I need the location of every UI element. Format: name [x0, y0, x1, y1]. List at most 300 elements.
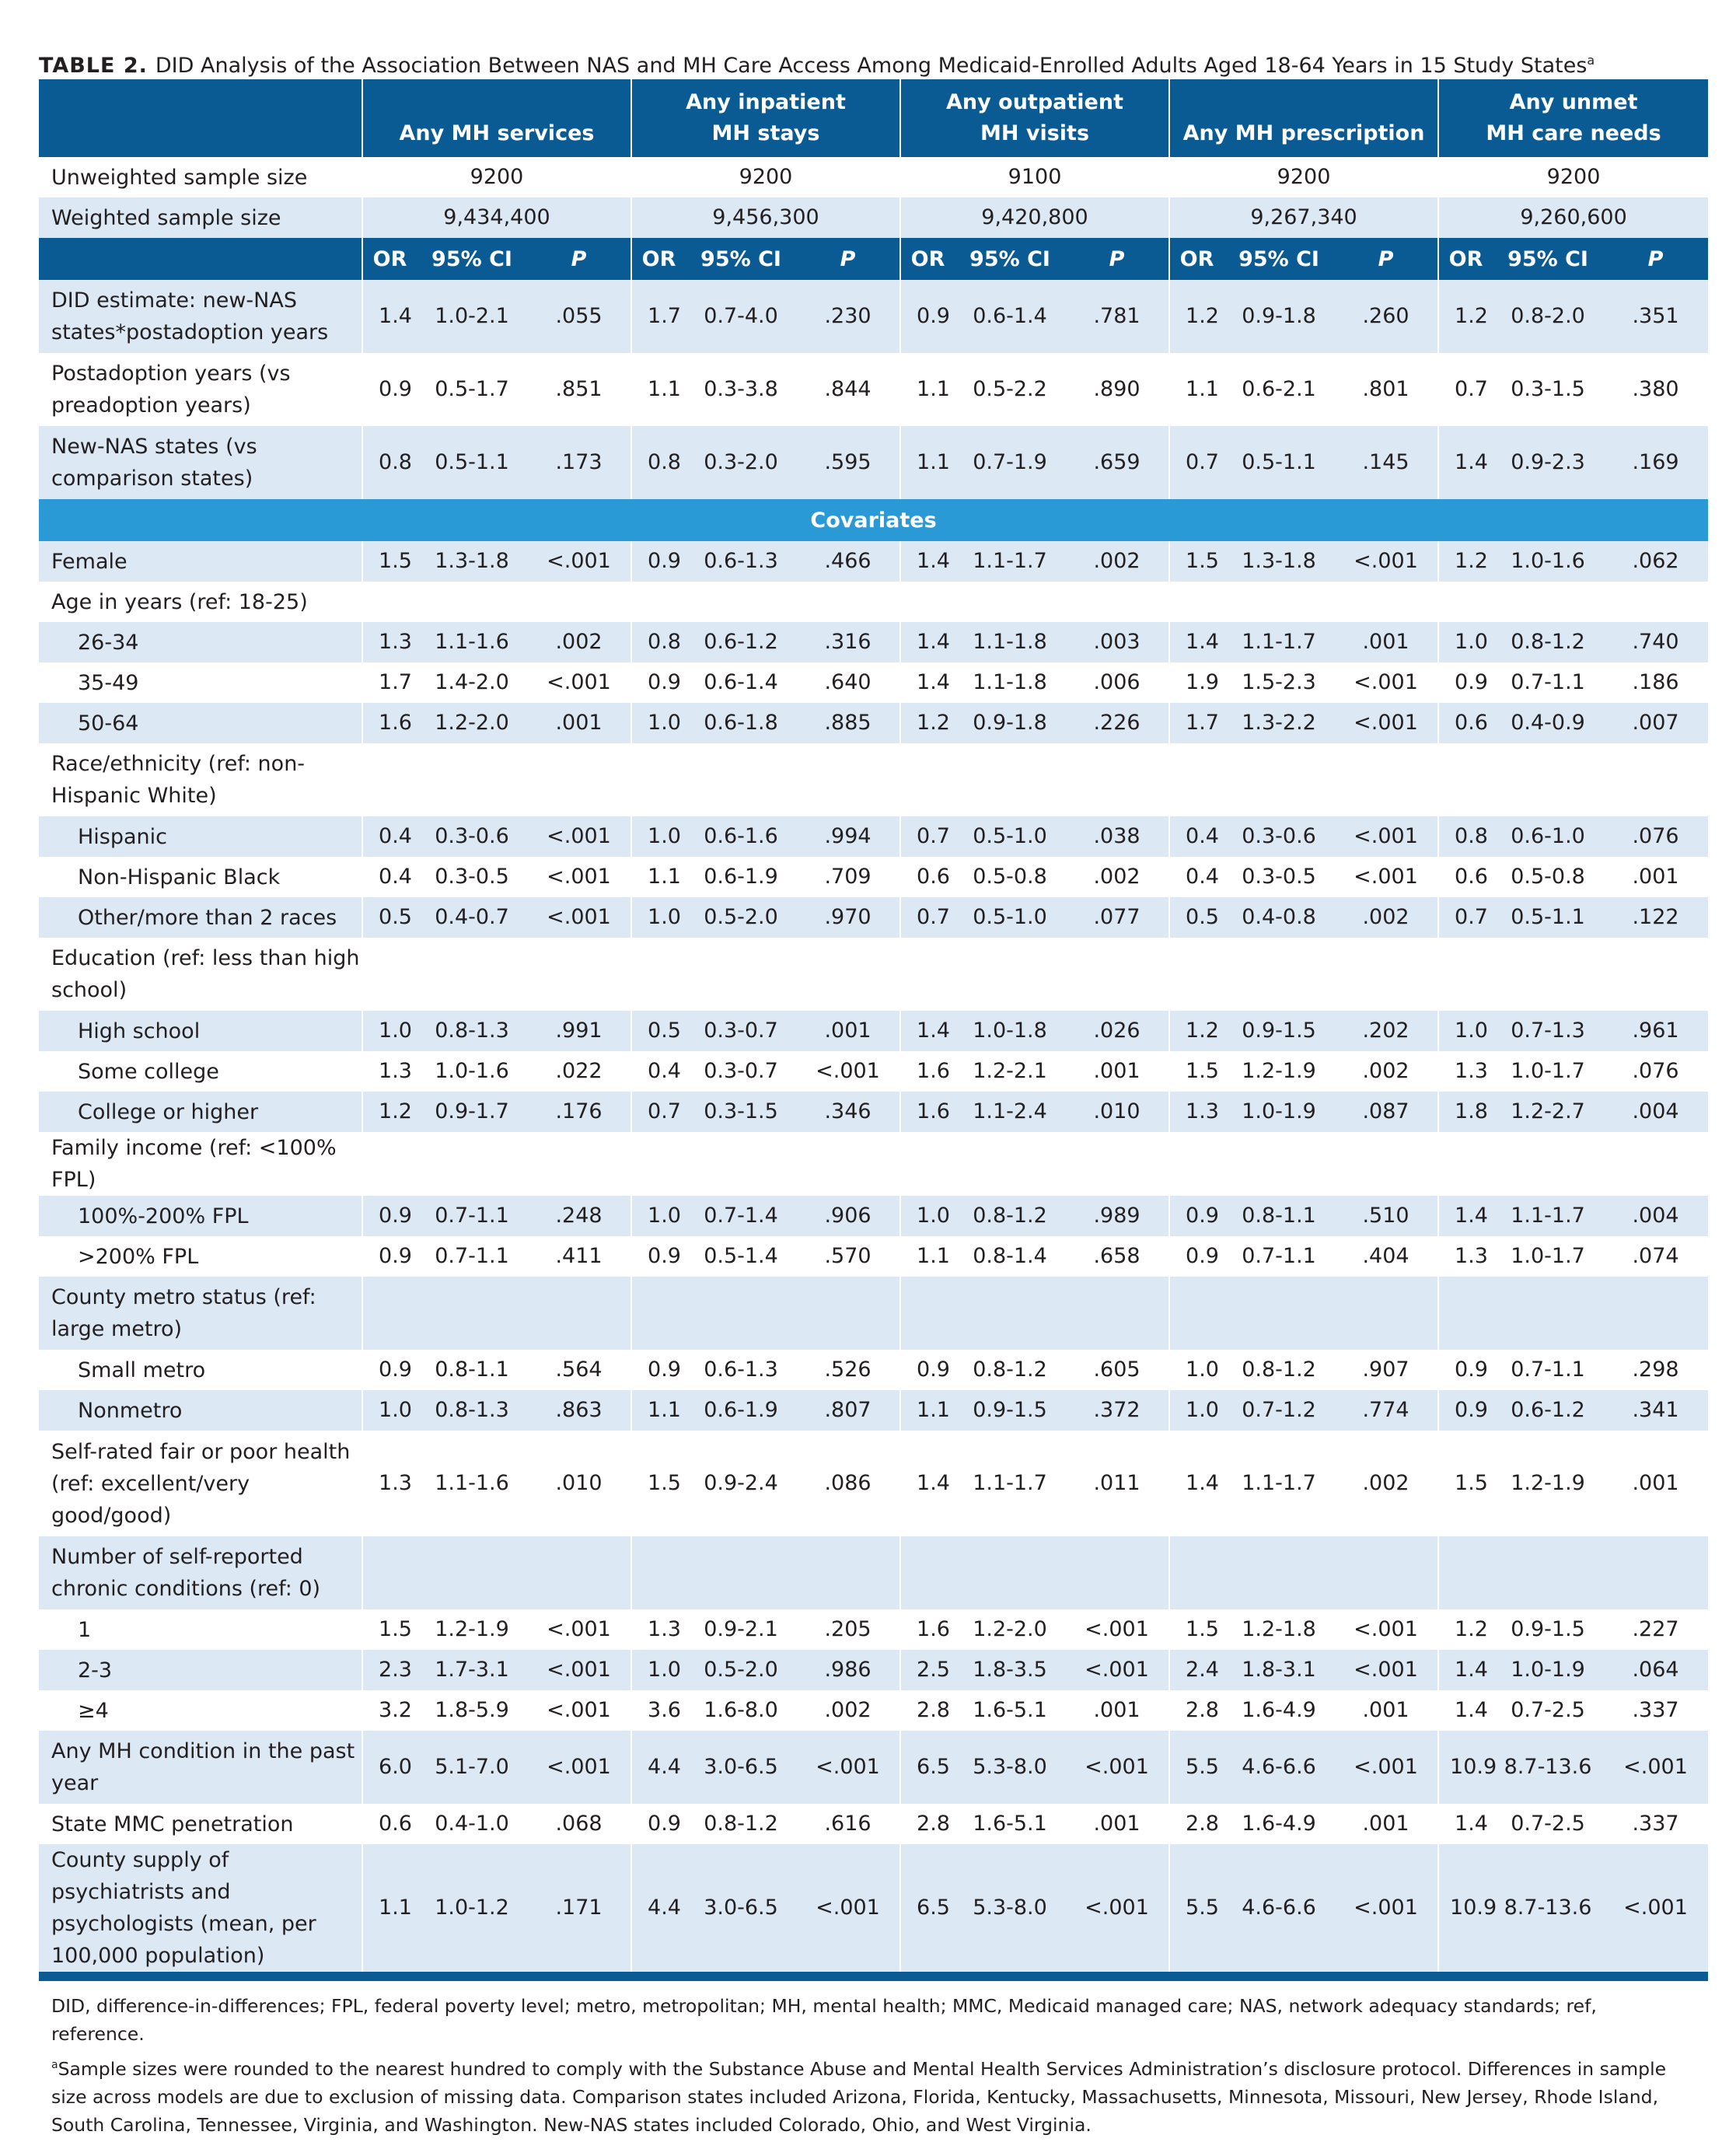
table-row: [39, 1844, 1708, 1972]
or-header: OR: [362, 238, 417, 280]
row-label: ≥4: [39, 1690, 362, 1731]
stat-ci-cell: 1.1-1.8: [955, 622, 1065, 662]
or-header: OR: [1438, 238, 1493, 280]
stat-or-cell: 0.7: [900, 897, 955, 938]
stat-p-cell: .801: [1334, 353, 1438, 426]
stat-ci-cell: 0.6-1.9: [686, 857, 796, 897]
stat-p-cell: [527, 1132, 631, 1196]
stat-or-cell: 1.3: [1438, 1051, 1493, 1092]
stat-p-cell: .781: [1065, 280, 1169, 353]
stat-or-cell: 0.5: [362, 897, 417, 938]
stat-or-cell: [1438, 582, 1493, 622]
stat-p-cell: .010: [527, 1431, 631, 1536]
stat-or-cell: 0.8: [362, 426, 417, 499]
ci-header: 95% CI: [1224, 238, 1334, 280]
stat-or-cell: [900, 1277, 955, 1350]
stat-ci-cell: [1224, 1536, 1334, 1609]
stat-ci-cell: 1.6-4.9: [1224, 1804, 1334, 1844]
stat-ci-cell: 1.6-8.0: [686, 1690, 796, 1731]
table-row: [39, 743, 1708, 816]
row-label: Number of self-reported chronic conditions (ref: 0): [39, 1536, 362, 1609]
stat-ci-cell: [1224, 582, 1334, 622]
stat-or-cell: 1.4: [1438, 1196, 1493, 1236]
stat-ci-cell: [1493, 743, 1603, 816]
or-header: OR: [631, 238, 686, 280]
stat-ci-cell: 0.3-0.6: [1224, 816, 1334, 857]
stat-or-cell: 0.5: [631, 1011, 686, 1051]
stat-p-cell: .341: [1603, 1390, 1708, 1431]
abbreviations-note: DID, difference-in-differences; FPL, federal poverty level; metro, metropolitan; MH, mental health; MMC, Medicaid managed care; NAS, network adequacy standards; ref, reference.: [51, 1995, 1597, 2045]
stat-p-cell: [1603, 743, 1708, 816]
stat-p-cell: .991: [527, 1011, 631, 1051]
stat-or-cell: 1.2: [900, 703, 955, 743]
covariates-label: Covariates: [39, 499, 1708, 541]
stat-ci-cell: 0.8-1.4: [955, 1236, 1065, 1277]
stat-p-cell: .002: [1334, 897, 1438, 938]
stat-p-cell: .173: [527, 426, 631, 499]
stat-p-cell: [1065, 1132, 1169, 1196]
sample-size-cell: 9,260,600: [1438, 197, 1708, 238]
stat-ci-cell: 0.5-0.8: [1493, 857, 1603, 897]
stat-or-cell: 6.5: [900, 1731, 955, 1804]
stat-p-cell: <.001: [1334, 703, 1438, 743]
stat-or-cell: 0.9: [362, 1350, 417, 1390]
stat-or-cell: [1438, 1132, 1493, 1196]
p-header: P: [1334, 238, 1438, 280]
outcome-header: Any unmet MH care needs: [1438, 79, 1708, 157]
stat-ci-cell: 0.3-0.7: [686, 1051, 796, 1092]
stat-or-cell: 5.5: [1169, 1844, 1224, 1972]
row-label: 35-49: [39, 662, 362, 703]
stat-p-cell: [1334, 1536, 1438, 1609]
stat-p-cell: .380: [1603, 353, 1708, 426]
stat-or-cell: 3.2: [362, 1690, 417, 1731]
stat-ci-cell: 1.2-2.1: [955, 1051, 1065, 1092]
stat-ci-cell: 3.0-6.5: [686, 1731, 796, 1804]
stat-p-cell: .570: [796, 1236, 900, 1277]
stat-ci-cell: 4.6-6.6: [1224, 1731, 1334, 1804]
ci-header: 95% CI: [1493, 238, 1603, 280]
stat-p-cell: <.001: [1334, 1731, 1438, 1804]
stat-or-cell: 0.5: [1169, 897, 1224, 938]
stat-ci-cell: 0.7-1.1: [417, 1236, 527, 1277]
stat-p-cell: .989: [1065, 1196, 1169, 1236]
stat-p-cell: [1603, 1277, 1708, 1350]
stat-ci-cell: 1.2-1.9: [1493, 1431, 1603, 1536]
stat-p-cell: [796, 1277, 900, 1350]
stat-ci-cell: 0.8-1.2: [1493, 622, 1603, 662]
stat-ci-cell: 1.6-5.1: [955, 1804, 1065, 1844]
stat-ci-cell: 0.5-1.1: [417, 426, 527, 499]
table-row: [39, 1431, 1708, 1536]
table-figure: [39, 45, 1697, 2142]
stat-p-cell: <.001: [796, 1051, 900, 1092]
stat-or-cell: [900, 582, 955, 622]
stat-or-cell: 1.5: [362, 541, 417, 582]
sample-size-cell: 9,434,400: [362, 197, 631, 238]
stat-ci-cell: 1.2-1.9: [417, 1609, 527, 1650]
stat-or-cell: 1.7: [631, 280, 686, 353]
stat-ci-cell: 0.8-1.2: [955, 1350, 1065, 1390]
stat-p-cell: .087: [1334, 1092, 1438, 1132]
stat-or-cell: 1.4: [362, 280, 417, 353]
stat-p-cell: [1065, 938, 1169, 1011]
stat-p-cell: .001: [796, 1011, 900, 1051]
stat-p-cell: [527, 938, 631, 1011]
stat-ci-cell: 0.5-2.2: [955, 353, 1065, 426]
stat-p-cell: .169: [1603, 426, 1708, 499]
stat-ci-cell: 0.5-1.1: [1493, 897, 1603, 938]
stat-ci-cell: 1.1-1.7: [1224, 1431, 1334, 1536]
stat-p-cell: [796, 1536, 900, 1609]
stat-ci-cell: 1.2-1.9: [1224, 1051, 1334, 1092]
stat-ci-cell: 0.7-1.3: [1493, 1011, 1603, 1051]
stat-or-cell: 0.8: [631, 622, 686, 662]
table-row: [39, 541, 1708, 582]
table-row: [39, 816, 1708, 857]
row-label: 26-34: [39, 622, 362, 662]
stat-p-cell: .004: [1603, 1196, 1708, 1236]
stat-or-cell: [1438, 938, 1493, 1011]
stat-p-cell: [527, 1277, 631, 1350]
table-row: [39, 280, 1708, 353]
stat-or-cell: 1.1: [900, 1236, 955, 1277]
stat-p-cell: <.001: [1065, 1844, 1169, 1972]
stat-p-cell: .298: [1603, 1350, 1708, 1390]
stat-ci-cell: 0.4-1.0: [417, 1804, 527, 1844]
stat-or-cell: 1.6: [900, 1609, 955, 1650]
stat-or-cell: 1.1: [900, 426, 955, 499]
ci-header: 95% CI: [955, 238, 1065, 280]
stat-p-cell: .337: [1603, 1804, 1708, 1844]
stat-p-cell: .851: [527, 353, 631, 426]
stat-ci-cell: 0.8-1.2: [686, 1804, 796, 1844]
stat-p-cell: .202: [1334, 1011, 1438, 1051]
stat-ci-cell: [955, 1132, 1065, 1196]
stat-ci-cell: 0.8-2.0: [1493, 280, 1603, 353]
stat-ci-cell: 0.5-2.0: [686, 1650, 796, 1690]
stat-or-cell: 2.8: [1169, 1690, 1224, 1731]
stat-ci-cell: 1.3-1.8: [1224, 541, 1334, 582]
stat-p-cell: <.001: [527, 1690, 631, 1731]
stat-or-cell: 1.5: [1169, 541, 1224, 582]
stat-or-cell: 1.4: [900, 1431, 955, 1536]
row-label: County supply of psychiatrists and psychologists (mean, per 100,000 population): [39, 1844, 362, 1972]
stat-p-cell: .595: [796, 426, 900, 499]
stat-or-cell: 1.0: [1169, 1350, 1224, 1390]
footnote-a: $^a$Sample sizes were rounded to the nearest hundred to comply with the Substance Abuse and Mental Health Services Administration’s disclosure protocol. Differences in sample size across models are due to exclusion of missing data. Comparison states included Arizona, Florida, Kentucky, Massachusetts, Minnesota, Missouri, New Jersey, Rhode Island, South Carolina, Tennessee, Virginia, and Washington. New-NAS states included Colorado, Ohio, and West Virginia.: [51, 2057, 1667, 2136]
stat-ci-cell: 1.1-1.7: [955, 1431, 1065, 1536]
stat-ci-cell: 0.5-1.4: [686, 1236, 796, 1277]
results-table: [39, 79, 1708, 1981]
stat-ci-cell: 1.0-1.2: [417, 1844, 527, 1972]
row-label: High school: [39, 1011, 362, 1051]
stat-p-cell: [796, 938, 900, 1011]
stat-p-cell: [1334, 582, 1438, 622]
stat-or-cell: 0.7: [1438, 897, 1493, 938]
stat-p-cell: [1065, 743, 1169, 816]
stat-p-cell: .740: [1603, 622, 1708, 662]
stat-or-cell: 1.7: [362, 662, 417, 703]
stat-p-cell: .001: [1065, 1690, 1169, 1731]
stat-ci-cell: 0.7-2.5: [1493, 1804, 1603, 1844]
stat-ci-cell: [686, 743, 796, 816]
stat-ci-cell: 0.6-1.2: [1493, 1390, 1603, 1431]
stat-p-cell: .026: [1065, 1011, 1169, 1051]
stat-p-cell: .004: [1603, 1092, 1708, 1132]
stat-p-cell: .171: [527, 1844, 631, 1972]
stat-ci-cell: 0.8-1.2: [955, 1196, 1065, 1236]
table-row: [39, 1690, 1708, 1731]
stat-ci-cell: 1.0-1.7: [1493, 1051, 1603, 1092]
stat-or-cell: 1.3: [631, 1609, 686, 1650]
row-label: County metro status (ref: large metro): [39, 1277, 362, 1350]
table-row: [39, 1650, 1708, 1690]
stat-ci-cell: 1.0-1.6: [1493, 541, 1603, 582]
stat-ci-cell: 0.6-1.9: [686, 1390, 796, 1431]
header-blank: [39, 238, 362, 280]
stat-or-cell: 0.9: [1169, 1196, 1224, 1236]
stat-or-cell: 1.0: [1438, 622, 1493, 662]
row-label: Nonmetro: [39, 1390, 362, 1431]
table-row: [39, 1011, 1708, 1051]
stat-ci-cell: [1493, 938, 1603, 1011]
stat-p-cell: .906: [796, 1196, 900, 1236]
stat-or-cell: 10.9: [1438, 1731, 1493, 1804]
stat-or-cell: [362, 938, 417, 1011]
stat-ci-cell: 0.9-1.8: [955, 703, 1065, 743]
stat-p-cell: .986: [796, 1650, 900, 1690]
stat-or-cell: [1169, 1536, 1224, 1609]
stat-or-cell: 1.6: [362, 703, 417, 743]
stat-or-cell: 0.6: [1438, 703, 1493, 743]
outcome-header: Any MH prescription: [1169, 79, 1438, 157]
stat-or-cell: 1.2: [1169, 1011, 1224, 1051]
stat-p-cell: .404: [1334, 1236, 1438, 1277]
table-row: [39, 1609, 1708, 1650]
stat-or-cell: 0.6: [362, 1804, 417, 1844]
stat-or-cell: 1.5: [1438, 1431, 1493, 1536]
stat-or-cell: 0.6: [1438, 857, 1493, 897]
stat-or-cell: 0.7: [1438, 353, 1493, 426]
stat-p-cell: .564: [527, 1350, 631, 1390]
stat-p-cell: .844: [796, 353, 900, 426]
stat-p-cell: .002: [1334, 1431, 1438, 1536]
stat-or-cell: 0.4: [1169, 857, 1224, 897]
stat-or-cell: 1.1: [1169, 353, 1224, 426]
bottom-rule-cell: [39, 1972, 1708, 1981]
stat-ci-cell: 0.9-2.1: [686, 1609, 796, 1650]
stat-p-cell: .011: [1065, 1431, 1169, 1536]
stat-ci-cell: 1.4-2.0: [417, 662, 527, 703]
stat-ci-cell: [686, 1132, 796, 1196]
stat-p-cell: <.001: [1065, 1609, 1169, 1650]
stat-ci-cell: 1.6-4.9: [1224, 1690, 1334, 1731]
stat-or-cell: [362, 1536, 417, 1609]
stat-p-cell: .062: [1603, 541, 1708, 582]
stat-or-cell: 1.4: [900, 622, 955, 662]
table-row: [39, 897, 1708, 938]
stat-p-cell: .994: [796, 816, 900, 857]
stat-ci-cell: [1493, 1536, 1603, 1609]
stat-ci-cell: 0.8-1.1: [1224, 1196, 1334, 1236]
row-label: State MMC penetration: [39, 1804, 362, 1844]
stat-p-cell: .003: [1065, 622, 1169, 662]
table-row: [39, 938, 1708, 1011]
stat-or-cell: 1.2: [1438, 541, 1493, 582]
stat-p-cell: .001: [1334, 622, 1438, 662]
stat-or-cell: [631, 743, 686, 816]
stat-or-cell: 1.4: [900, 1011, 955, 1051]
stat-or-cell: 1.0: [631, 816, 686, 857]
stat-ci-cell: 5.3-8.0: [955, 1844, 1065, 1972]
stat-or-cell: 1.1: [631, 857, 686, 897]
stat-or-cell: 1.2: [1438, 280, 1493, 353]
stat-or-cell: 2.3: [362, 1650, 417, 1690]
stat-p-cell: .176: [527, 1092, 631, 1132]
stat-p-cell: .002: [1065, 541, 1169, 582]
stat-or-cell: 0.9: [631, 662, 686, 703]
stat-ci-cell: [417, 1277, 527, 1350]
stat-p-cell: .890: [1065, 353, 1169, 426]
stat-ci-cell: 1.2-2.0: [955, 1609, 1065, 1650]
stat-p-cell: [527, 743, 631, 816]
stat-p-cell: [1603, 582, 1708, 622]
stat-ci-cell: [1224, 938, 1334, 1011]
stat-p-cell: .863: [527, 1390, 631, 1431]
stat-p-cell: <.001: [527, 1650, 631, 1690]
sample-size-cell: 9,267,340: [1169, 197, 1438, 238]
table-row: [39, 582, 1708, 622]
stat-or-cell: 10.9: [1438, 1844, 1493, 1972]
stat-ci-cell: 0.6-1.3: [686, 1350, 796, 1390]
stat-or-cell: [1438, 1536, 1493, 1609]
stat-ci-cell: 1.3-2.2: [1224, 703, 1334, 743]
stat-ci-cell: [686, 582, 796, 622]
table-row: [39, 1132, 1708, 1196]
table-row: [39, 703, 1708, 743]
stat-or-cell: 5.5: [1169, 1731, 1224, 1804]
stat-p-cell: .337: [1603, 1690, 1708, 1731]
stat-ci-cell: 0.9-1.7: [417, 1092, 527, 1132]
stat-ci-cell: 1.8-3.5: [955, 1650, 1065, 1690]
row-label: New-NAS states (vs comparison states): [39, 426, 362, 499]
stat-p-cell: [1603, 938, 1708, 1011]
stat-or-cell: 0.4: [631, 1051, 686, 1092]
stat-ci-cell: 0.7-1.4: [686, 1196, 796, 1236]
sample-size-cell: 9,456,300: [631, 197, 900, 238]
stat-p-cell: [1334, 1277, 1438, 1350]
stat-or-cell: 1.0: [1438, 1011, 1493, 1051]
sample-size-cell: 9200: [631, 157, 900, 197]
stat-ci-cell: [417, 582, 527, 622]
stat-p-cell: .002: [527, 622, 631, 662]
stat-p-cell: [1065, 582, 1169, 622]
stat-p-cell: .022: [527, 1051, 631, 1092]
stat-or-cell: 1.2: [1169, 280, 1224, 353]
stat-or-cell: [1169, 582, 1224, 622]
stat-p-cell: .006: [1065, 662, 1169, 703]
header-blank: [39, 79, 362, 157]
outcome-header: Any inpatient MH stays: [631, 79, 900, 157]
stat-ci-cell: 1.1-1.6: [417, 622, 527, 662]
stat-or-cell: 1.4: [900, 662, 955, 703]
stat-ci-cell: 1.8-5.9: [417, 1690, 527, 1731]
stat-p-cell: <.001: [1603, 1731, 1708, 1804]
stat-or-cell: 1.1: [900, 353, 955, 426]
stat-ci-cell: 1.1-1.8: [955, 662, 1065, 703]
stat-or-cell: 2.4: [1169, 1650, 1224, 1690]
stat-or-cell: [900, 1132, 955, 1196]
row-label: Weighted sample size: [39, 197, 362, 238]
stat-or-cell: [1438, 1277, 1493, 1350]
stat-or-cell: 1.1: [362, 1844, 417, 1972]
stat-ci-cell: [955, 1277, 1065, 1350]
stat-or-cell: 0.9: [1438, 1350, 1493, 1390]
stat-p-cell: .526: [796, 1350, 900, 1390]
stat-ci-cell: 0.6-1.3: [686, 541, 796, 582]
table-row: [39, 1536, 1708, 1609]
stat-ci-cell: 0.3-3.8: [686, 353, 796, 426]
stat-p-cell: .001: [1334, 1804, 1438, 1844]
stat-or-cell: 6.5: [900, 1844, 955, 1972]
p-header: P: [1603, 238, 1708, 280]
row-label: Race/ethnicity (ref: non-Hispanic White): [39, 743, 362, 816]
stat-or-cell: 1.0: [362, 1390, 417, 1431]
table-row: [39, 426, 1708, 499]
stat-ci-cell: 0.4-0.9: [1493, 703, 1603, 743]
stat-or-cell: 0.9: [631, 1236, 686, 1277]
stat-or-cell: 4.4: [631, 1731, 686, 1804]
row-label: 100%-200% FPL: [39, 1196, 362, 1236]
stat-or-cell: 0.9: [631, 1350, 686, 1390]
stat-p-cell: .002: [1065, 857, 1169, 897]
stat-p-cell: [1334, 743, 1438, 816]
stat-ci-cell: [1493, 582, 1603, 622]
stat-ci-cell: 0.3-0.7: [686, 1011, 796, 1051]
stat-p-cell: <.001: [1334, 816, 1438, 857]
stat-or-cell: [1169, 1277, 1224, 1350]
stat-or-cell: 0.9: [900, 280, 955, 353]
row-label: Self-rated fair or poor health (ref: excellent/very good/good): [39, 1431, 362, 1536]
stat-or-cell: 2.8: [900, 1690, 955, 1731]
stat-p-cell: [1065, 1277, 1169, 1350]
stat-p-cell: .002: [1334, 1051, 1438, 1092]
stat-p-cell: .659: [1065, 426, 1169, 499]
stat-ci-cell: [417, 1536, 527, 1609]
stat-or-cell: 1.0: [631, 1196, 686, 1236]
stat-or-cell: 0.9: [631, 1804, 686, 1844]
ci-header: 95% CI: [686, 238, 796, 280]
stat-ci-cell: 0.6-1.2: [686, 622, 796, 662]
stat-ci-cell: 0.8-1.1: [417, 1350, 527, 1390]
stat-ci-cell: 1.5-2.3: [1224, 662, 1334, 703]
sample-size-cell: 9200: [362, 157, 631, 197]
row-label: Education (ref: less than high school): [39, 938, 362, 1011]
stat-p-cell: .145: [1334, 426, 1438, 499]
stat-ci-cell: [955, 1536, 1065, 1609]
stat-ci-cell: [686, 1536, 796, 1609]
stat-p-cell: .260: [1334, 280, 1438, 353]
stat-or-cell: [900, 938, 955, 1011]
stat-or-cell: 0.7: [900, 816, 955, 857]
stat-or-cell: 1.8: [1438, 1092, 1493, 1132]
row-label: 1: [39, 1609, 362, 1650]
stat-p-cell: <.001: [527, 541, 631, 582]
stat-or-cell: 0.8: [631, 426, 686, 499]
stat-ci-cell: 0.5-1.0: [955, 897, 1065, 938]
row-label: College or higher: [39, 1092, 362, 1132]
